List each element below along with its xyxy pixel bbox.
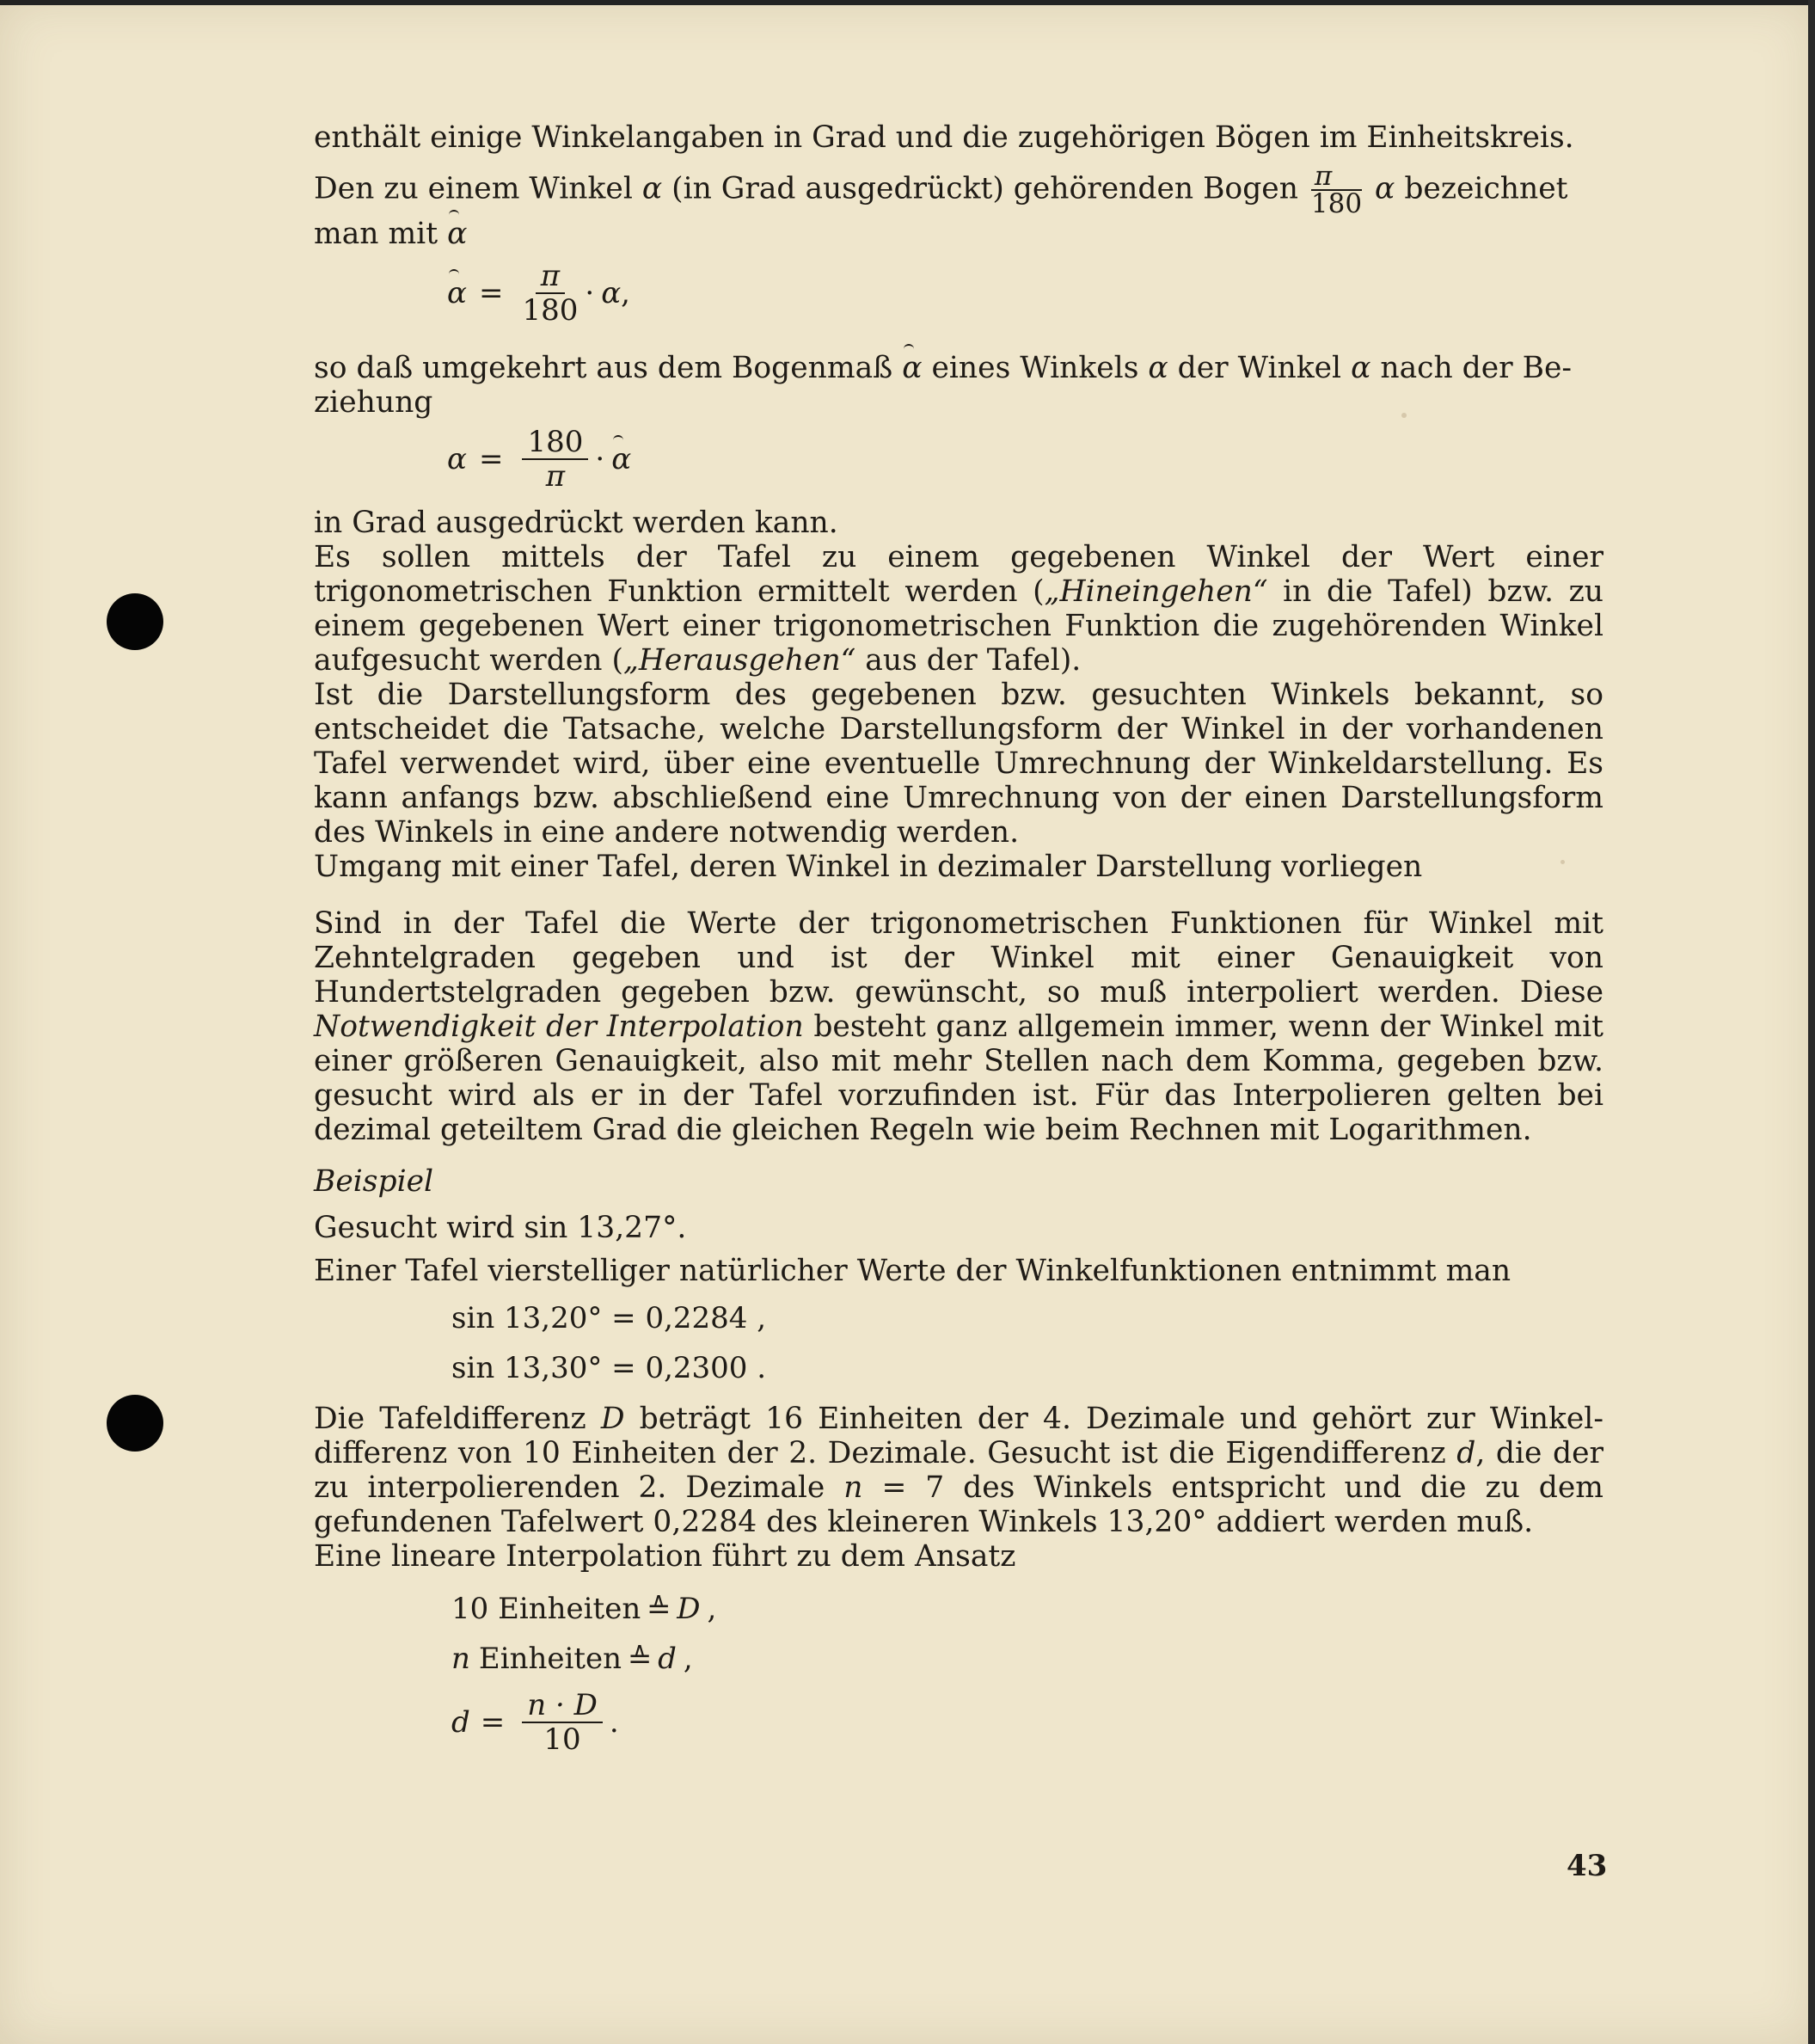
fraction-numerator: π [536,261,565,294]
paragraph-bogen [314,163,1603,251]
table-value-1: sin 13,20° = 0,2284 , [451,1301,767,1335]
fraction-pi-over-180 [522,259,579,328]
symbol-alpha: α [1148,351,1168,385]
term-notwendigkeit: Notwendigkeit der Interpolation [314,1010,804,1044]
punch-hole-top [107,593,163,650]
text-run: = 7 des Winkels entspricht und die zu dem gefundenen Tafelwert 0,2284 des kleineren Winkels 13,20° addiert werden muß. [314,1470,1604,1539]
text-run: beträgt 16 Einheiten der 4. Dezimale und gehört zur Winkeldifferenz von 10 Einheiten der 2. Dezimale. Gesucht ist die Eigendifferenz [314,1402,1603,1470]
text-run: Es sollen mittels der Tafel zu einem gegebenen Winkel der Wert einer trigonometrischen Funktion ermittelt werden ( [314,540,1603,609]
fraction-denominator: 180 [1310,188,1363,219]
symbol-n: n [451,1642,470,1676]
text-run: der Winkel [1177,351,1342,385]
corresponds-sign [646,1592,671,1626]
text-run: in die Tafel) bzw. zu einem gegebenen Wert einer trigonometrischen Funktion die zugehörenden Winkel aufgesucht werden ( [314,574,1604,678]
paragraph-umgekehrt [314,351,1603,420]
punctuation: . [609,1705,619,1740]
paragraph-darstellungsform: Ist die Darstellungsform des gegebenen bzw. gesuchten Winkels bekannt, so entscheidet die Tatsache, welche Darstellungsform der Winkel in der vorhandenen Tafel verwendet wird, über eine eventuelle Umrechnung der Winkeldarstellung. Es kann anfangs bzw. abschließend eine Umrechnung von der einen Darstellungsform des Winkels in eine andere notwendig werden. [314,678,1603,850]
text-run: , die der zu interpolierenden 2. Dezimale [314,1436,1603,1505]
proportion-row-1 [314,1584,1603,1634]
multiply-dot: · [585,276,595,310]
example-source: Einer Tafel vierstelliger natürlicher Werte der Winkelfunktionen entnimmt man [314,1254,1511,1288]
text-run: (in Grad ausgedrückt) gehörenden Bogen [671,171,1298,206]
spacer [314,1574,1603,1584]
paragraph-interpolation [314,906,1603,1147]
equation-content [447,420,631,499]
symbol-alpha: α [601,276,622,310]
symbol-d: d [658,1642,677,1676]
equation-arc-from-degree [314,255,1603,332]
text-run: so daß umgekehrt aus dem Bogenmaß [314,351,893,385]
text-run: nach der Be- [1380,351,1573,385]
table-value-2: sin 13,30° = 0,2300 . [451,1351,767,1385]
fraction-denominator: 180 [522,293,579,328]
fraction-numerator: π [1311,163,1362,191]
scan-edge-top [0,0,1815,5]
scan-edge-right [1808,0,1815,2044]
example-heading: Beispiel [314,1164,434,1199]
term-herausgehen: „Herausgehen“ [622,643,856,678]
text-run: Den zu einem Winkel [314,171,633,206]
paragraph-tafeldifferenz [314,1402,1603,1539]
example-task: Gesucht wird sin 13,27°. [314,1211,687,1245]
fraction-pi-180 [1311,163,1362,217]
symbol-D: D [600,1402,625,1436]
section-heading: Umgang mit einer Tafel, deren Winkel in dezimaler Darstellung vorliegen [314,850,1423,884]
symbol-D: D [677,1592,701,1626]
punctuation: , [683,1642,693,1676]
corresponds-sign [627,1642,653,1676]
equals-sign: = [478,276,504,310]
punch-hole-bottom [107,1395,163,1452]
text-run: besteht ganz allgemein immer, wenn der Winkel mit einer größeren Genauigkeit, also mit mehr Stellen nach dem Komma, gegeben bzw. gesucht wird als er in der Tafel vorzufinden ist. Für das Interpolieren gelten bei dezimal geteiltem Grad die gleichen Regeln wie beim Rechnen mit Logarithmen. [314,1010,1603,1147]
paragraph-intro: enthält einige Winkelangaben in Grad und die zugehörigen Bögen im Einheitskreis. [314,120,1574,155]
punctuation: , [621,276,630,310]
text-run: ziehung [314,385,433,420]
fraction-numerator: n · D [522,1691,603,1723]
text-run: Die Tafeldifferenz [314,1402,601,1436]
paragraph-grad: in Grad ausgedrückt werden kann. [314,506,838,540]
fraction-denominator: 10 [543,1722,581,1757]
fraction-180-over-pi [522,425,588,494]
text-run: Einheiten [478,1642,622,1676]
spacer [314,1199,1603,1211]
paragraph-ansatz: Eine lineare Interpolation führt zu dem Ansatz [314,1539,1016,1574]
equals-sign: = [478,442,504,476]
fraction-nD-over-10 [522,1688,603,1757]
paragraph-tafel [314,540,1603,678]
fraction-numerator: 180 [522,427,588,460]
page-number: 43 [1567,1849,1608,1883]
text-run: bezeichnet [1404,171,1568,206]
equals-sign: = [480,1705,506,1740]
symbol-alpha-hat: α [611,442,632,476]
symbol-alpha-hat: α [447,276,467,310]
symbol-alpha: α [1351,351,1371,385]
symbol-alpha: α [447,442,467,476]
fraction-denominator: π [545,459,566,494]
equation-content [447,255,630,332]
spacer [314,884,1603,906]
text-run: Sind in der Tafel die Werte der trigonometrischen Funktionen für Winkel mit Zehntelgraden gegeben und ist der Winkel mit einer Genauigkeit von Hundertstelgraden gegeben bzw. gewünscht, so muß interpoliert werden. Diese [314,906,1603,1010]
symbol-alpha: α [641,171,663,206]
text-run: 10 Einheiten [451,1592,641,1626]
spacer [314,1147,1603,1164]
text-run: man mit [314,217,438,251]
multiply-dot: · [595,442,605,476]
page-body [314,120,1603,1761]
symbol-alpha-hat: α [902,351,923,385]
proportion-result [314,1684,1603,1761]
equation-degree-from-arc [314,420,1603,499]
symbol-d: d [1456,1436,1476,1470]
symbol-d: d [451,1705,470,1740]
term-hineingehen: „Hineingehen“ [1044,574,1268,609]
text-run: eines Winkels [931,351,1139,385]
text-run: aus der Tafel). [855,643,1082,678]
spacer [314,1245,1603,1254]
symbol-alpha-hat: α [447,217,468,251]
punctuation: , [707,1592,717,1626]
proportion-row-2 [314,1634,1603,1684]
symbol-n: n [843,1470,863,1505]
symbol-alpha: α [1375,171,1395,206]
